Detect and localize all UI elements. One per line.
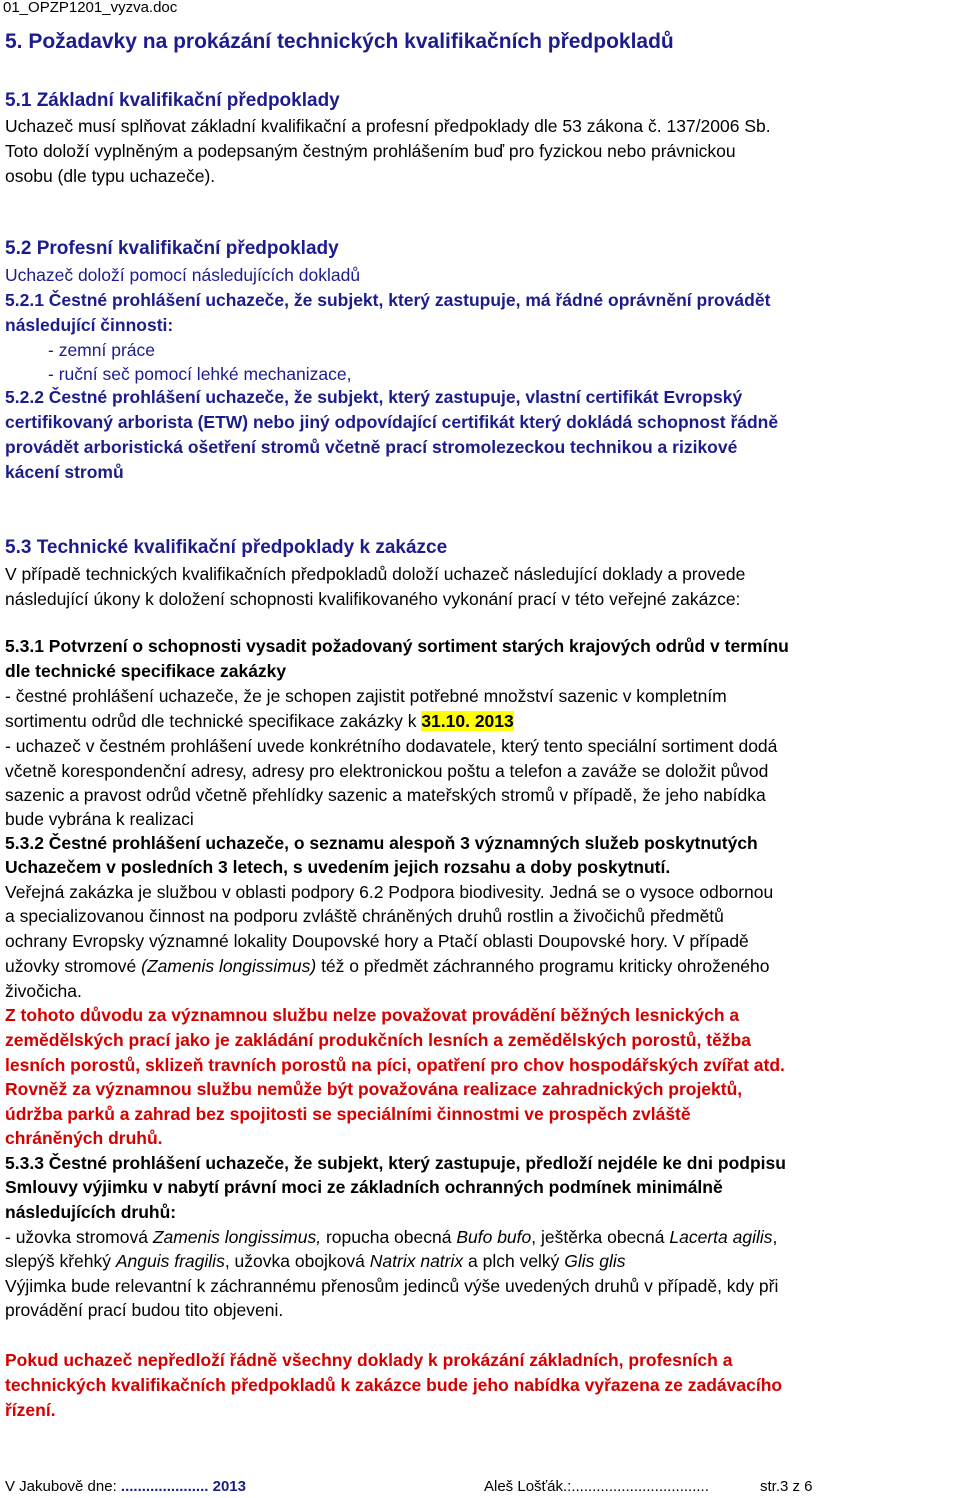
species-name: Zamenis longissimus,	[152, 1227, 322, 1247]
warning-line: řízení.	[5, 1400, 56, 1420]
paragraph-line: - uchazeč v čestném prohlášení uvede konkrétního dodavatele, který tento speciální sortiment dodá	[5, 736, 778, 756]
text-run: ,	[772, 1227, 778, 1247]
list-item: - ruční seč pomocí lehké mechanizace,	[48, 364, 352, 384]
paragraph-line: následující úkony k doložení schopnosti kvalifikovaného vykonání prací v této veřejné zakázce:	[5, 589, 741, 609]
section-5-2-1-title: následující činnosti:	[5, 315, 174, 335]
section-5-3-1-title: dle technické specifikace zakázky	[5, 661, 287, 681]
section-5-3-title: 5.3 Technické kvalifikační předpoklady k zakázce	[5, 537, 448, 558]
paragraph-line: Uchazeč musí splňovat základní kvalifikační a profesní předpoklady dle 53 zákona č. 137/2006 Sb.	[5, 116, 771, 136]
paragraph-line: osobu (dle typu uchazeče).	[5, 166, 216, 186]
footer-signature: Aleš Lošťák.:.................................	[484, 1478, 709, 1495]
paragraph-line: ochrany Evropsky významné lokality Doupovské hory a Ptačí oblasti Doupovské hory. V případě	[5, 931, 749, 951]
red-notice-line: lesních porostů, sklizeň travních porostů na píci, opatření pro chov hospodářských zvířat atd.	[5, 1055, 785, 1075]
paragraph-line: živočicha.	[5, 981, 82, 1001]
text-run: slepýš křehký	[5, 1251, 116, 1271]
section-5-2-2-title: kácení stromů	[5, 462, 124, 482]
paragraph-line: V případě technických kvalifikačních předpokladů doloží uchazeč následující doklady a provede	[5, 564, 746, 584]
section-5-2-2-title: 5.2.2 Čestné prohlášení uchazeče, že subjekt, který zastupuje, vlastní certifikát Evropský	[5, 387, 743, 407]
species-name: (Zamenis longissimus)	[141, 956, 317, 976]
paragraph-line	[5, 1251, 626, 1271]
document-filename: 01_OPZP1201_vyzva.doc	[3, 0, 178, 16]
paragraph-line	[5, 711, 514, 731]
red-notice-line: Z tohoto důvodu za významnou službu nelze považovat provádění běžných lesnických a	[5, 1005, 740, 1025]
text-run: užovky stromové	[5, 956, 142, 976]
warning-line: technických kvalifikačních předpokladů k zakázce bude jeho nabídka vyřazena ze zadávacího	[5, 1375, 783, 1395]
text-run: též o předmět záchranného programu kriticky ohroženého	[316, 956, 770, 976]
section-5-title: 5. Požadavky na prokázání technických kvalifikačních předpokladů	[5, 30, 674, 53]
list-item: - zemní práce	[48, 340, 155, 360]
paragraph-line: včetně korespondenční adresy, adresy pro elektronickou poštu a telefon a zaváže se doložit původ	[5, 761, 769, 781]
section-5-3-3-title: 5.3.3 Čestné prohlášení uchazeče, že subjekt, který zastupuje, předloží nejdéle ke dni podpisu	[5, 1153, 786, 1173]
text-run: a plch velký	[463, 1251, 565, 1271]
footer-page-number: str.3 z 6	[760, 1478, 813, 1495]
section-5-2-2-title: provádět arboristická ošetření stromů včetně prací stromolezeckou technikou a rizikové	[5, 437, 738, 457]
footer-place-label: V Jakubově dne:	[5, 1478, 121, 1495]
section-5-3-2-title: 5.3.2 Čestné prohlášení uchazeče, o seznamu alespoň 3 významných služeb poskytnutých	[5, 833, 758, 853]
text-run: , užovka obojková	[224, 1251, 370, 1271]
text-run: sortimentu odrůd dle technické specifikace zakázky k	[5, 711, 422, 731]
section-5-1-title: 5.1 Základní kvalifikační předpoklady	[5, 90, 340, 111]
section-5-3-2-title: Uchazečem v posledních 3 letech, s uvedením jejich rozsahu a doby poskytnutí.	[5, 857, 671, 877]
highlighted-date: 31.10. 2013	[421, 711, 514, 731]
section-5-3-3-title: následujících druhů:	[5, 1202, 177, 1222]
paragraph-line: a specializovanou činnost na podporu zvláště chráněných druhů rostlin a živočichů předmětů	[5, 906, 724, 926]
red-notice-line: zemědělských prací jako je zakládání produkčních lesních a zemědělských porostů, těžba	[5, 1030, 751, 1050]
text-run: ropucha obecná	[321, 1227, 457, 1247]
warning-line: Pokud uchazeč nepředloží řádně všechny doklady k prokázání základních, profesních a	[5, 1350, 733, 1370]
species-name: Glis glis	[564, 1251, 626, 1271]
paragraph-line	[5, 956, 770, 976]
paragraph-line: sazenic a pravost odrůd včetně přehlídky sazenic a mateřských stromů v případě, že jeho nabídka	[5, 785, 766, 805]
paragraph-line: provádění prací budou tito objeveni.	[5, 1300, 284, 1320]
red-notice-line: údržba parků a zahrad bez spojitosti se speciálními činnostmi ve prospěch zvláště	[5, 1104, 691, 1124]
paragraph-line: Veřejná zakázka je službou v oblasti podpory 6.2 Podpora biodivesity. Jedná se o vysoce odbornou	[5, 882, 774, 902]
species-name: Anguis fragilis	[115, 1251, 225, 1271]
paragraph-line: - čestné prohlášení uchazeče, že je schopen zajistit potřebné množství sazenic v kompletním	[5, 686, 727, 706]
section-5-3-1-title: 5.3.1 Potvrzení o schopnosti vysadit požadovaný sortiment starých krajových odrůd v termínu	[5, 636, 789, 656]
red-notice-line: chráněných druhů.	[5, 1128, 163, 1148]
section-5-2-intro: Uchazeč doloží pomocí následujících dokladů	[5, 265, 361, 285]
text-run: , ještěrka obecná	[531, 1227, 670, 1247]
section-5-2-2-title: certifikovaný arborista (ETW) nebo jiný odpovídající certifikát který dokládá schopnost řádně	[5, 412, 779, 432]
footer-date-value: ..................... 2013	[120, 1478, 246, 1495]
red-notice-line: Rovněž za významnou službu nemůže být považována realizace zahradnických projektů,	[5, 1079, 743, 1099]
footer-place-date	[5, 1478, 246, 1495]
species-name: Natrix natrix	[369, 1251, 464, 1271]
text-run: - užovka stromová	[5, 1227, 153, 1247]
paragraph-line: bude vybrána k realizaci	[5, 809, 194, 829]
paragraph-line: Výjimka bude relevantní k záchrannému přenosům jedinců výše uvedených druhů v případě, kdy při	[5, 1276, 779, 1296]
section-5-2-title: 5.2 Profesní kvalifikační předpoklady	[5, 238, 339, 259]
paragraph-line	[5, 1227, 777, 1247]
species-name: Bufo bufo	[456, 1227, 532, 1247]
paragraph-line: Toto doloží vyplněným a podepsaným čestným prohlášením buď pro fyzickou nebo právnickou	[5, 141, 736, 161]
section-5-2-1-title: 5.2.1 Čestné prohlášení uchazeče, že subjekt, který zastupuje, má řádné oprávnění provádět	[5, 290, 771, 310]
section-5-3-3-title: Smlouvy výjimku v nabytí právní moci ze základních ochranných podmínek minimálně	[5, 1177, 723, 1197]
species-name: Lacerta agilis	[669, 1227, 773, 1247]
